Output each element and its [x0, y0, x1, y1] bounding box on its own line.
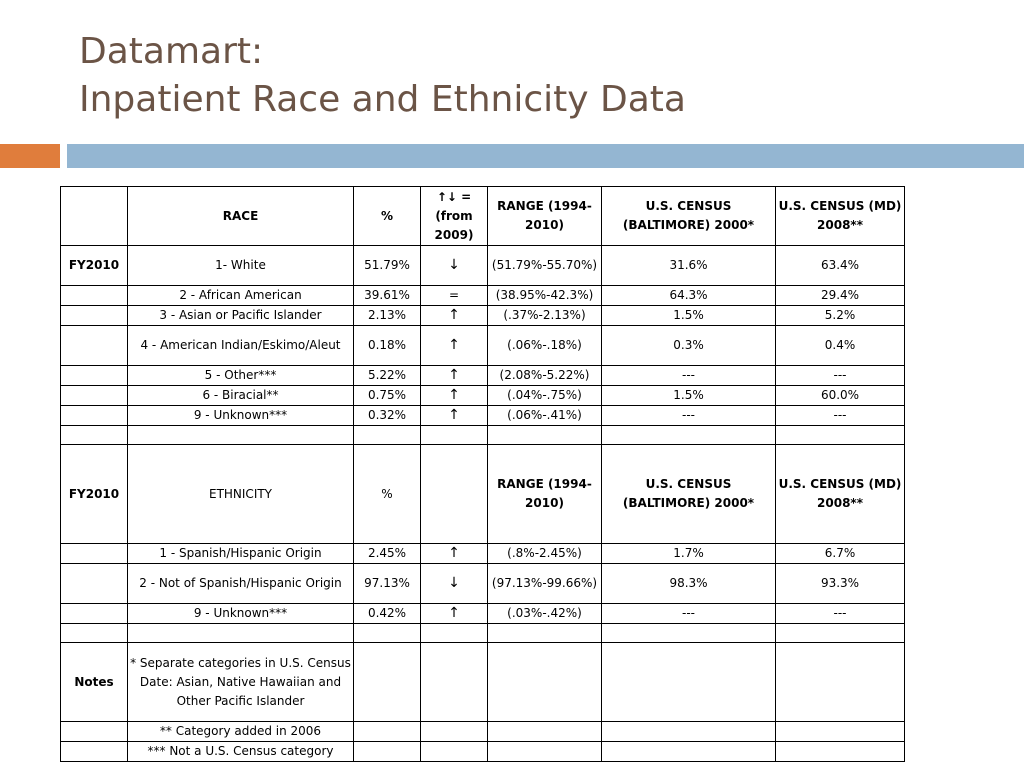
- ethnicity-census-baltimore: ---: [602, 604, 776, 624]
- race-census-md: 0.4%: [776, 326, 905, 366]
- ethnicity-census-baltimore: 1.7%: [602, 544, 776, 564]
- ethnicity-label: 9 - Unknown***: [128, 604, 354, 624]
- race-header-row: [61, 187, 905, 246]
- notes-row: [61, 722, 905, 742]
- race-pct: 5.22%: [354, 366, 421, 386]
- race-range: (2.08%-5.22%): [488, 366, 602, 386]
- race-census-baltimore: 31.6%: [602, 246, 776, 286]
- race-label: 6 - Biracial**: [128, 386, 354, 406]
- race-census-md: 5.2%: [776, 306, 905, 326]
- header-census-md: U.S. CENSUS (MD) 2008**: [776, 445, 905, 544]
- note-item: *** Not a U.S. Census category: [128, 742, 354, 762]
- race-pct: 0.18%: [354, 326, 421, 366]
- arrow-up-icon: ↑: [421, 544, 488, 564]
- race-census-md: ---: [776, 406, 905, 426]
- race-range: (51.79%-55.70%): [488, 246, 602, 286]
- ethnicity-range: (.03%-.42%): [488, 604, 602, 624]
- ethnicity-label: 2 - Not of Spanish/Hispanic Origin: [128, 564, 354, 604]
- header-race: RACE: [128, 187, 354, 246]
- table-row: [61, 386, 905, 406]
- race-pct: 0.32%: [354, 406, 421, 426]
- accent-bar-orange: [0, 144, 60, 168]
- ethnicity-census-md: ---: [776, 604, 905, 624]
- ethnicity-header-row: [61, 445, 905, 544]
- race-census-baltimore: ---: [602, 406, 776, 426]
- note-item: ** Category added in 2006: [128, 722, 354, 742]
- race-census-baltimore: ---: [602, 366, 776, 386]
- fy-label: FY2010: [61, 246, 128, 286]
- race-label: 4 - American Indian/Eskimo/Aleut: [128, 326, 354, 366]
- race-range: (.06%-.18%): [488, 326, 602, 366]
- arrow-up-icon: ↑: [421, 604, 488, 624]
- header-blank: [61, 187, 128, 246]
- race-label: 5 - Other***: [128, 366, 354, 386]
- race-census-baltimore: 64.3%: [602, 286, 776, 306]
- fy-label: FY2010: [61, 445, 128, 544]
- header-pct: %: [354, 445, 421, 544]
- header-pct: %: [354, 187, 421, 246]
- ethnicity-label: 1 - Spanish/Hispanic Origin: [128, 544, 354, 564]
- table-row: [61, 406, 905, 426]
- race-census-baltimore: 1.5%: [602, 386, 776, 406]
- race-range: (.04%-.75%): [488, 386, 602, 406]
- header-ethnicity: ETHNICITY: [128, 445, 354, 544]
- accent-bar-blue: [67, 144, 1024, 168]
- header-range: RANGE (1994-2010): [488, 187, 602, 246]
- spacer-row: [61, 426, 905, 445]
- race-range: (38.95%-42.3%): [488, 286, 602, 306]
- race-pct: 2.13%: [354, 306, 421, 326]
- race-label: 9 - Unknown***: [128, 406, 354, 426]
- race-census-md: ---: [776, 366, 905, 386]
- table-row: [61, 604, 905, 624]
- arrow-up-icon: ↑: [421, 406, 488, 426]
- arrow-down-icon: ↓: [421, 246, 488, 286]
- notes-row: [61, 643, 905, 722]
- ethnicity-range: (97.13%-99.66%): [488, 564, 602, 604]
- notes-label: Notes: [61, 643, 128, 722]
- table-row: [61, 306, 905, 326]
- slide-title: [79, 28, 686, 124]
- table-row: [61, 246, 905, 286]
- table-row: [61, 366, 905, 386]
- arrow-up-icon: ↑: [421, 366, 488, 386]
- ethnicity-pct: 97.13%: [354, 564, 421, 604]
- race-range: (.37%-2.13%): [488, 306, 602, 326]
- header-census-baltimore: U.S. CENSUS (BALTIMORE) 2000*: [602, 187, 776, 246]
- race-pct: 0.75%: [354, 386, 421, 406]
- ethnicity-census-md: 93.3%: [776, 564, 905, 604]
- arrow-up-icon: ↑: [421, 386, 488, 406]
- race-census-md: 63.4%: [776, 246, 905, 286]
- header-range: RANGE (1994-2010): [488, 445, 602, 544]
- race-pct: 51.79%: [354, 246, 421, 286]
- race-ethnicity-table: [60, 186, 905, 762]
- race-label: 2 - African American: [128, 286, 354, 306]
- ethnicity-pct: 0.42%: [354, 604, 421, 624]
- header-census-md: U.S. CENSUS (MD) 2008**: [776, 187, 905, 246]
- race-pct: 39.61%: [354, 286, 421, 306]
- race-census-baltimore: 0.3%: [602, 326, 776, 366]
- arrow-down-icon: ↓: [421, 564, 488, 604]
- race-label: 1- White: [128, 246, 354, 286]
- race-census-md: 60.0%: [776, 386, 905, 406]
- race-census-md: 29.4%: [776, 286, 905, 306]
- race-label: 3 - Asian or Pacific Islander: [128, 306, 354, 326]
- ethnicity-pct: 2.45%: [354, 544, 421, 564]
- spacer-row: [61, 624, 905, 643]
- table-row: [61, 544, 905, 564]
- race-change: =: [421, 286, 488, 306]
- race-census-baltimore: 1.5%: [602, 306, 776, 326]
- note-item: * Separate categories in U.S. Census Date: Asian, Native Hawaiian and Other Pacific Islander: [128, 643, 354, 722]
- header-census-baltimore: U.S. CENSUS (BALTIMORE) 2000*: [602, 445, 776, 544]
- slide-title-line1: Datamart:: [79, 31, 264, 72]
- ethnicity-range: (.8%-2.45%): [488, 544, 602, 564]
- table-row: [61, 564, 905, 604]
- race-range: (.06%-.41%): [488, 406, 602, 426]
- header-change: ↑↓ = (from 2009): [421, 187, 488, 246]
- arrow-up-icon: ↑: [421, 326, 488, 366]
- notes-row: [61, 742, 905, 762]
- arrow-up-icon: ↑: [421, 306, 488, 326]
- ethnicity-census-baltimore: 98.3%: [602, 564, 776, 604]
- table-row: [61, 326, 905, 366]
- table-row: [61, 286, 905, 306]
- slide-title-line2: Inpatient Race and Ethnicity Data: [79, 79, 686, 120]
- ethnicity-census-md: 6.7%: [776, 544, 905, 564]
